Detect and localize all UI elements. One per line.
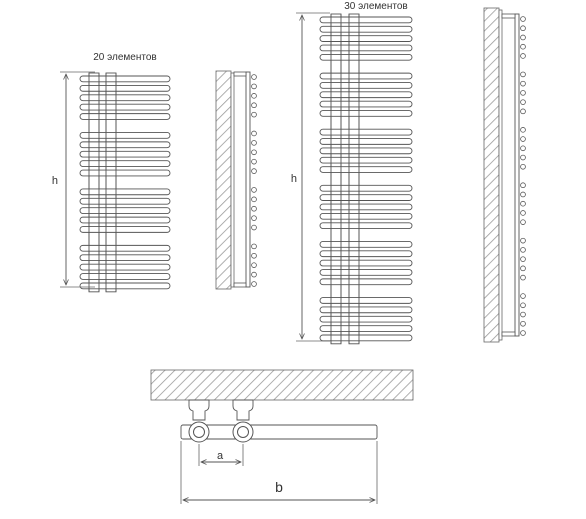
element-end — [521, 257, 526, 262]
radiator-element — [320, 111, 412, 117]
radiator-element — [80, 274, 170, 280]
element-end — [521, 321, 526, 326]
element-end — [252, 84, 257, 89]
radiator-element — [320, 270, 412, 276]
radiator-element — [320, 92, 412, 98]
side-collector — [515, 14, 519, 336]
wall-bracket — [234, 283, 246, 287]
large-radiator-side-view — [484, 8, 525, 342]
small-element-count: 20 элементов — [93, 52, 157, 63]
radiator-element — [80, 198, 170, 204]
element-end — [521, 164, 526, 169]
wall-bracket — [502, 332, 515, 336]
small-height-label: h — [51, 175, 58, 187]
element-end — [521, 247, 526, 252]
wall-section — [484, 8, 499, 342]
radiator-element — [320, 82, 412, 88]
radiator-element — [320, 260, 412, 266]
radiator-element — [320, 167, 412, 173]
radiator-element — [320, 129, 412, 135]
large-element-count: 30 элементов — [344, 1, 408, 12]
element-end — [521, 220, 526, 225]
wall-bracket — [234, 72, 246, 76]
radiator-element — [80, 208, 170, 214]
collector-rod — [349, 14, 359, 344]
radiator-element — [80, 255, 170, 261]
radiator-element — [80, 170, 170, 176]
radiator-element — [320, 335, 412, 341]
element-end — [521, 275, 526, 280]
element-end — [521, 81, 526, 86]
element-end — [252, 253, 257, 258]
radiator-element — [320, 17, 412, 23]
radiator-element — [320, 307, 412, 313]
radiator-element — [80, 114, 170, 120]
radiator-element — [80, 76, 170, 82]
radiator-element — [320, 73, 412, 79]
element-end — [252, 140, 257, 145]
element-end — [252, 197, 257, 202]
radiator-element — [80, 104, 170, 110]
radiator-element — [320, 241, 412, 247]
radiator-element — [320, 54, 412, 60]
element-end — [252, 225, 257, 230]
element-end — [252, 244, 257, 249]
top-view — [151, 370, 413, 504]
right-pipe — [233, 422, 253, 442]
large-height-dimension — [296, 13, 330, 341]
large-height-label: h — [290, 173, 297, 185]
radiator-element — [320, 157, 412, 163]
dimension-b-label: b — [275, 479, 283, 495]
radiator-element — [80, 264, 170, 270]
radiator-element — [80, 161, 170, 167]
radiator-element — [80, 217, 170, 223]
radiator-element — [320, 185, 412, 191]
element-end — [252, 272, 257, 277]
radiator-element — [320, 139, 412, 145]
radiator-element — [320, 45, 412, 51]
element-end — [252, 103, 257, 108]
element-end — [521, 54, 526, 59]
element-end — [252, 159, 257, 164]
element-end — [252, 131, 257, 136]
radiator-element — [320, 279, 412, 285]
element-end — [521, 266, 526, 271]
element-end — [252, 150, 257, 155]
element-end — [252, 263, 257, 268]
element-end — [521, 100, 526, 105]
element-end — [521, 17, 526, 22]
element-end — [252, 206, 257, 211]
side-collector — [246, 72, 250, 287]
element-end — [521, 331, 526, 336]
wall-section — [216, 71, 231, 289]
wall-bracket — [502, 14, 515, 18]
element-end — [521, 35, 526, 40]
radiator-element — [320, 298, 412, 304]
radiator-element — [320, 36, 412, 42]
element-end — [521, 127, 526, 132]
element-end — [521, 312, 526, 317]
small-radiator-side-view — [216, 71, 256, 289]
radiator-element — [80, 189, 170, 195]
radiator-element — [320, 213, 412, 219]
element-end — [252, 93, 257, 98]
element-end — [521, 294, 526, 299]
element-end — [521, 26, 526, 31]
radiator-element — [320, 195, 412, 201]
element-end — [521, 211, 526, 216]
radiator-element — [320, 251, 412, 257]
radiator-element — [80, 227, 170, 233]
radiator-tube — [181, 425, 377, 439]
radiator-element — [320, 223, 412, 229]
radiator-element — [80, 151, 170, 157]
element-end — [252, 112, 257, 117]
radiator-element — [80, 142, 170, 148]
radiator-element — [80, 132, 170, 138]
wall-top-view — [151, 370, 413, 400]
element-end — [521, 238, 526, 243]
radiator-element — [320, 148, 412, 154]
radiator-element — [320, 316, 412, 322]
collector-rod — [331, 14, 341, 344]
element-end — [521, 192, 526, 197]
right-bracket — [233, 400, 253, 420]
element-end — [521, 137, 526, 142]
radiator-element — [80, 95, 170, 101]
element-end — [521, 183, 526, 188]
left-pipe — [189, 422, 209, 442]
element-end — [521, 201, 526, 206]
element-end — [252, 216, 257, 221]
dimension-a-label: a — [216, 450, 224, 462]
element-end — [521, 155, 526, 160]
radiator-element — [80, 85, 170, 91]
large-radiator-front-view — [320, 14, 412, 344]
left-bracket — [189, 400, 209, 420]
radiator-element — [320, 326, 412, 332]
element-end — [521, 44, 526, 49]
radiator-element — [80, 283, 170, 289]
small-radiator-front-view — [80, 73, 170, 292]
element-end — [521, 90, 526, 95]
element-end — [521, 109, 526, 114]
radiator-element — [320, 26, 412, 32]
element-end — [521, 146, 526, 151]
element-end — [252, 188, 257, 193]
element-end — [521, 303, 526, 308]
element-end — [521, 72, 526, 77]
element-end — [252, 282, 257, 287]
element-end — [252, 169, 257, 174]
radiator-element — [80, 245, 170, 251]
radiator-element — [320, 101, 412, 107]
radiator-element — [320, 204, 412, 210]
element-end — [252, 75, 257, 80]
